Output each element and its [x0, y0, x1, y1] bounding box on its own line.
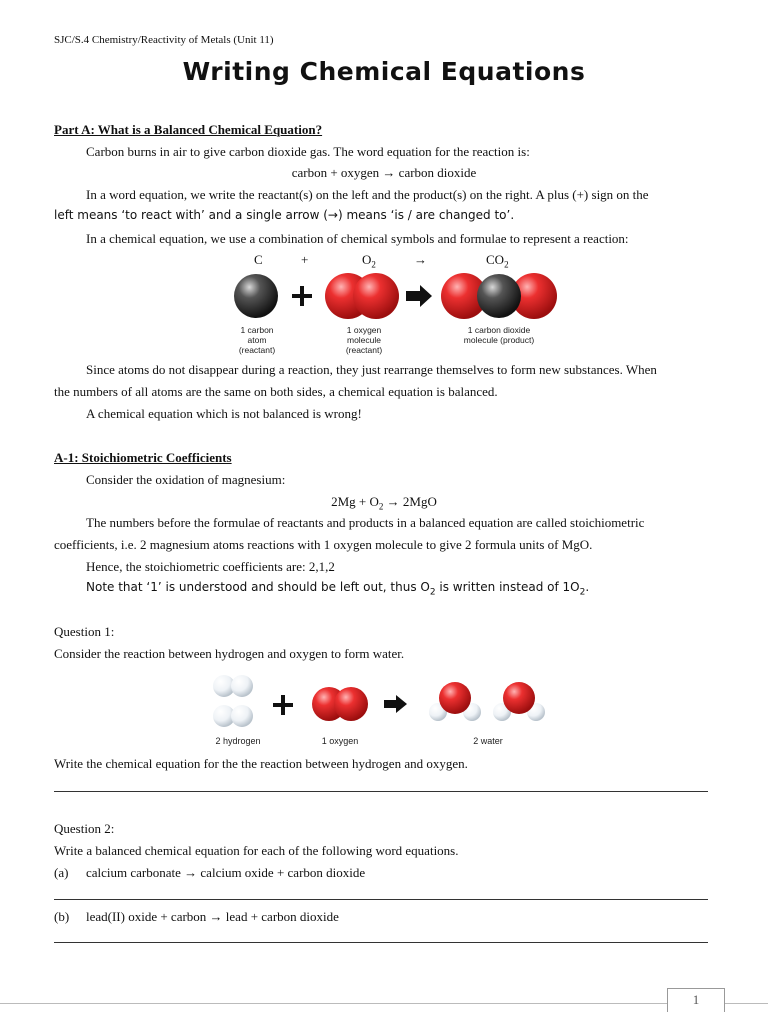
hydrogen-molecule-icon	[213, 675, 253, 697]
footer-divider	[0, 1003, 768, 1004]
plus-icon	[292, 286, 312, 306]
part-a-paragraph-5: A chemical equation which is not balanced is wrong!	[86, 406, 362, 421]
caption-oxygen-molecule: 1 oxygen molecule (reactant)	[345, 325, 383, 355]
question-2b-label: (b)	[54, 909, 70, 924]
caption-carbon-atom: 1 carbon atom (reactant)	[238, 325, 276, 355]
question-2-label: Question 2:	[54, 821, 115, 836]
caption-carbon-dioxide: 1 carbon dioxide molecule (product)	[463, 325, 535, 345]
question-2-text: Write a balanced chemical equation for each of the following word equations.	[54, 843, 459, 858]
a1-paragraph-1: Consider the oxidation of magnesium:	[86, 472, 286, 487]
answer-line-q2a[interactable]	[54, 899, 708, 900]
part-a-paragraph-1: Carbon burns in air to give carbon dioxide gas. The word equation for the reaction is:	[86, 144, 530, 159]
question-1-prompt: Write the chemical equation for the the reaction between hydrogen and oxygen.	[54, 756, 468, 771]
carbon-atom-icon	[234, 274, 278, 318]
part-a-paragraph-4b: the numbers of all atoms are the same on both sides, a chemical equation is balanced.	[54, 384, 498, 399]
plus-icon	[273, 695, 293, 715]
a1-paragraph-4: Note that ‘1’ is understood and should be left out, thus $O_2$ is written instead of $1O_2$.	[86, 580, 590, 598]
question-2a-label: (a)	[54, 865, 69, 880]
water-molecule-icon	[429, 682, 481, 721]
eq-carbon-symbol: C	[254, 252, 263, 267]
part-a-paragraph-4a: Since atoms do not disappear during a reaction, they just rearrange themselves to form new substances. When	[86, 362, 657, 377]
document-header: SJC/S.4 Chemistry/Reactivity of Metals (Unit 11)	[54, 34, 274, 46]
reaction-arrow-icon	[406, 285, 432, 307]
a1-paragraph-2a: The numbers before the formulae of reactants and products in a balanced equation are called stoichiometric	[86, 515, 645, 530]
carbon-dioxide-molecule-icon	[441, 273, 557, 319]
answer-line-q2b[interactable]	[54, 942, 708, 943]
eq-arrow: →	[414, 252, 427, 267]
water-formation-diagram	[212, 672, 552, 734]
answer-line-q1[interactable]	[54, 791, 708, 792]
oxygen-molecule-icon	[312, 687, 368, 721]
question-2a-text: calcium carbonate → calcium oxide + carbon dioxide	[86, 865, 366, 880]
part-a-paragraph-3: In a chemical equation, we use a combination of chemical symbols and formulae to represent a reaction:	[86, 231, 629, 246]
page-number: 1	[667, 988, 725, 1012]
oxygen-molecule-icon	[325, 273, 399, 319]
part-a-heading: Part A: What is a Balanced Chemical Equation?	[54, 122, 323, 137]
magnesium-equation: $2Mg + O_2 \to 2MgO$	[331, 494, 437, 512]
question-1-label: Question 1:	[54, 624, 115, 639]
a1-paragraph-2b: coefficients, i.e. 2 magnesium atoms reactions with 1 oxygen molecule to give 2 formula units of MgO.	[54, 537, 593, 552]
eq-plus-sign: +	[301, 252, 309, 267]
a1-heading: A-1: Stoichiometric Coefficients	[54, 450, 232, 465]
caption-1-oxygen: 1 oxygen	[321, 736, 359, 746]
page-title: Writing Chemical Equations	[182, 57, 586, 86]
part-a-paragraph-2a: In a word equation, we write the reactant(s) on the left and the product(s) on the right. A plus (+) sign on the	[86, 187, 649, 202]
water-molecule-icon	[493, 682, 545, 721]
part-a-paragraph-2b: left means ‘to react with’ and a single arrow (→) means ‘is / are changed to’.	[54, 208, 515, 222]
a1-paragraph-3: Hence, the stoichiometric coefficients are: 2,1,2	[86, 559, 335, 574]
eq-oxygen-formula: $O_2$	[362, 252, 376, 270]
word-equation: carbon + oxygen → carbon dioxide	[291, 165, 477, 180]
hydrogen-molecule-icon	[213, 705, 253, 727]
carbon-combustion-diagram	[228, 270, 560, 326]
reaction-arrow-icon	[384, 695, 407, 713]
eq-co2-formula: $CO_2$	[486, 252, 509, 270]
question-2b-text: lead(II) oxide + carbon → lead + carbon dioxide	[86, 909, 339, 924]
caption-2-hydrogen: 2 hydrogen	[215, 736, 261, 746]
question-1-text: Consider the reaction between hydrogen and oxygen to form water.	[54, 646, 405, 661]
caption-2-water: 2 water	[473, 736, 503, 746]
